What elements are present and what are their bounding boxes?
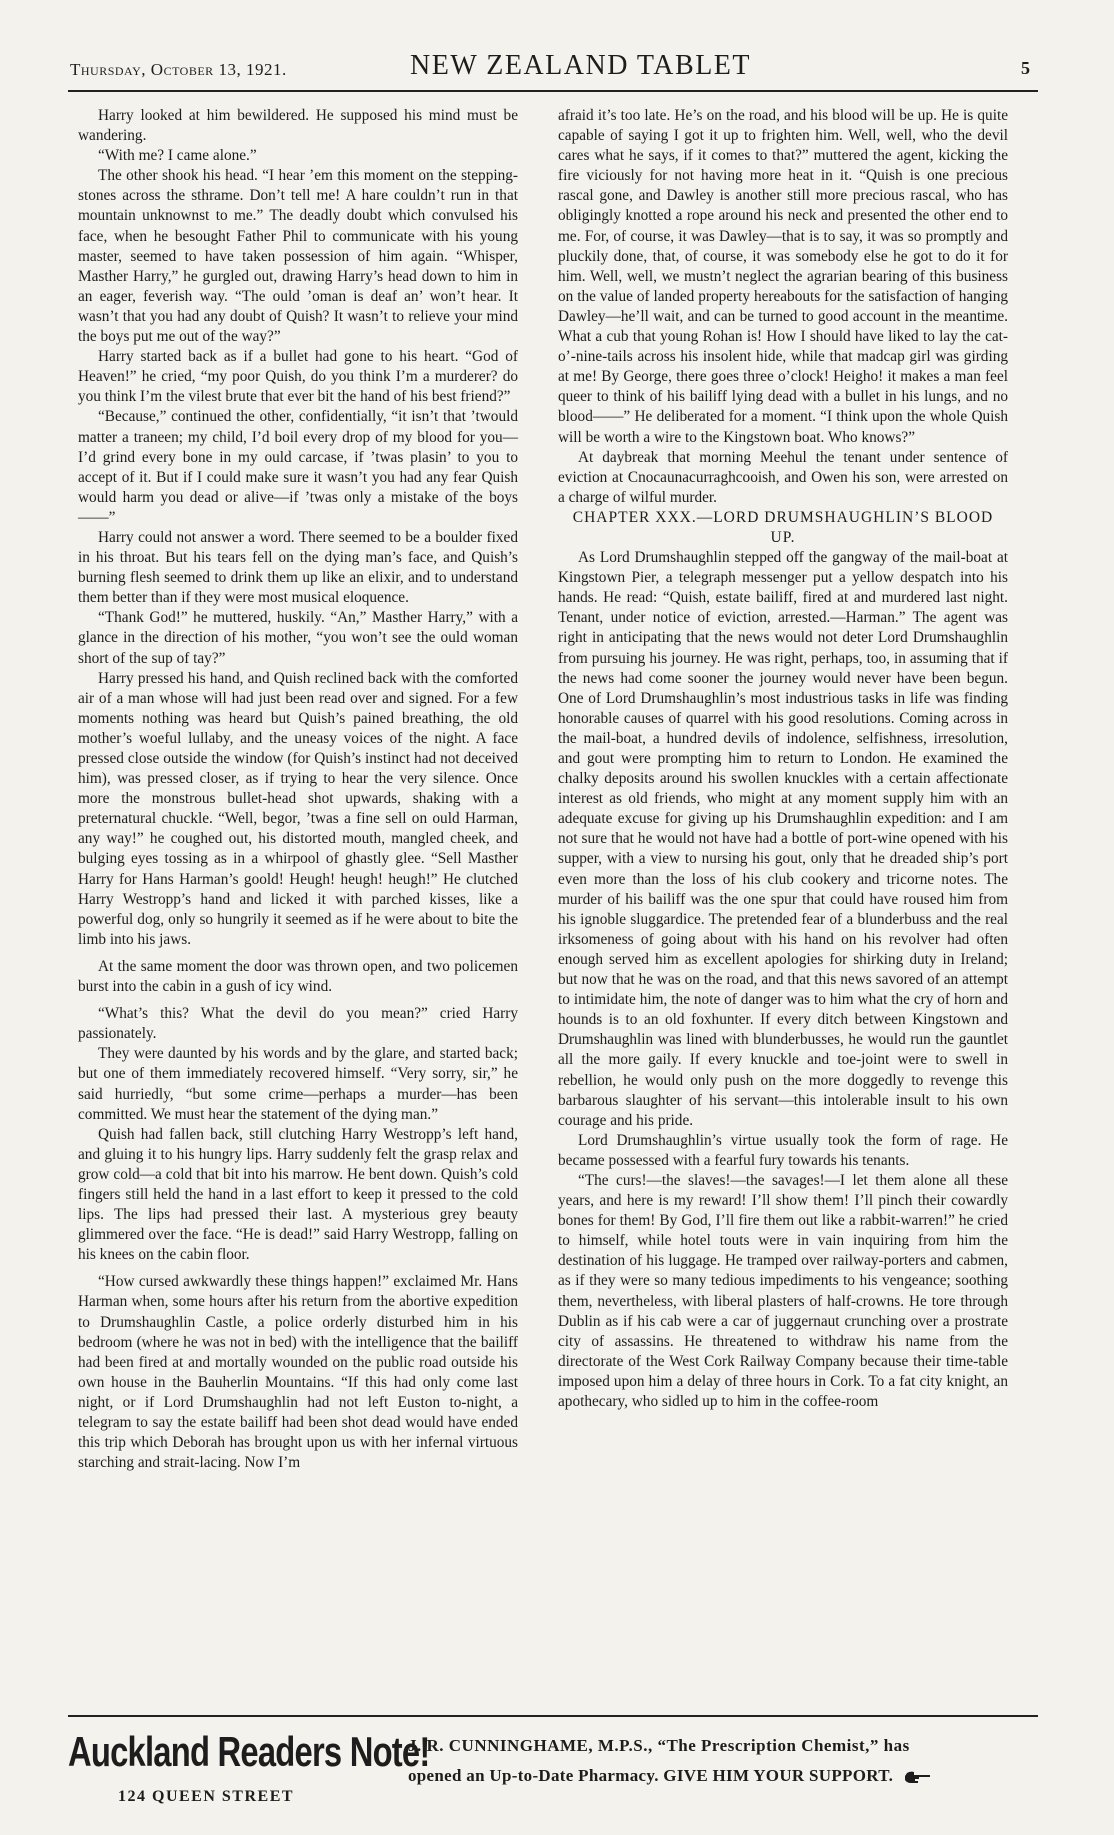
paragraph: “With me? I came alone.” bbox=[98, 147, 257, 165]
ad-line-1: J. R. CUNNINGHAME, M.P.S., “The Prescription Chemist,” has bbox=[408, 1736, 910, 1755]
advertisement bbox=[68, 1722, 1038, 1817]
paragraph: They were daunted by his words and by the glare, and started back; but one of them immediately recovered himself. “Very sorry, sir,” he said hurriedly, “but some crime—perhaps a murder—has been committed. We must hear the statement of the dying man.” bbox=[78, 1045, 518, 1123]
left-column bbox=[78, 106, 518, 1473]
paragraph: “How cursed awkwardly these things happen!” exclaimed Mr. Hans Harman when, some hours after his return from the abortive expedition to Drumshaughlin Castle, a police orderly disturbed him in his bedroom (where he was not in bed) with the intelligence that the bailiff had been fired at and mortally wounded on the public road outside his own house in the Bauherlin Mountains. “If this had only come last night, or if Lord Drumshaughlin had not left Euston to-night, a telegram to say the estate bailiff had been shot dead would have ended this trip which Deborah has brought upon us with her infernal virtuous starching and strait-lacing. Now I’m bbox=[78, 1273, 518, 1472]
page-number: 5 bbox=[1021, 58, 1030, 78]
footer-rule bbox=[68, 1715, 1038, 1717]
paragraph: Harry started back as if a bullet had gone to his heart. “God of Heaven!” he cried, “my poor Quish, do you think I’m a murderer? do you think I’m the vilest brute that ever bit the hand of his best friend?” bbox=[78, 348, 518, 406]
paragraph: afraid it’s too late. He’s on the road, and his blood will be up. He is quite capable of saying I got it up to frighten him. Well, well, who the devil cares what he says, if it comes to that?” muttered the agent, kicking the fire viciously for not having more heat in it. “Quish is one precious rascal gone, and Dawley is another still more precious rascal, who has obligingly knotted a rope around his neck and presented the other end to me. For, of course, it was Dawley—that is to say, it was so promptly and pluckily done, that, of course, it was somebody else he got to do it for him. Well, well, we mustn’t neglect the agrarian bearing of this business on the value of landed property hereabouts for the satisfaction of hanging Dawley—he’ll wait, and can be turned to good account in the meantime. What a cub that young Rohan is! How I should have liked to lay the cat-o’-nine-tails across his insolent hide, while that madcap girl was girding at me! By George, there goes three o’clock! Heigho! it makes a man feel queer to think of his bailiff lying dead with a bullet in his lungs, and no blood——” He deliberated for a moment. “I think upon the whole Quish will be worth a wire to the Kingstown boat. Who knows?” bbox=[558, 107, 1008, 446]
right-column bbox=[558, 106, 1008, 1412]
pointing-hand-icon bbox=[904, 1770, 930, 1784]
paragraph: Harry could not answer a word. There seemed to be a boulder fixed in his throat. But his tears fell on the dying man’s face, and Quish’s burning flesh seemed to drink them up like an elixir, and to understand them better than if they were most musical eloquence. bbox=[78, 528, 518, 607]
paragraph: Lord Drumshaughlin’s virtue usually took the form of rage. He became possessed with a fearful fury towards his tenants. bbox=[558, 1131, 1008, 1169]
masthead bbox=[70, 50, 1030, 88]
paragraph: At daybreak that morning Meehul the tenant under sentence of eviction at Cnocaunacurraghcooish, and Owen his son, were arrested on a charge of wilful murder. bbox=[558, 448, 1008, 506]
ad-line-2 bbox=[408, 1766, 930, 1786]
paragraph: “The curs!—the slaves!—the savages!—I let them alone all these years, and here is my reward! I’ll show them! I’ll pinch their cowardly bones for them! By God, I’ll fire them out like a rabbit-warren!” he cried to himself, while hotel touts were in vain inquiring from him the destination of his luggage. He tramped over railway-porters and cabmen, as if they were so many tedious impediments to his vengeance; soothing them, nevertheless, with liberal plasters of half-crowns. He tore through Dublin as if his cab were a car of juggernaut crunching over a prostrate city of assassins. He threatened to withdraw his name from the directorate of the West Cork Railway Company because their time-table imposed upon him a delay of three hours in Cork. To a fat city knight, an apothecary, who sidled up to him in the coffee-room bbox=[558, 1171, 1008, 1410]
paragraph: The other shook his head. “I hear ’em this moment on the stepping-stones across the sthrame. Don’t tell me! A hare couldn’t run in that mountain unknownst to me.” The deadly doubt which convulsed his face, when he besought Father Phil to communicate with his young master, seemed to have taken possession of him again. “Whisper, Masther Harry,” he gurgled out, drawing Harry’s head down to him in an eager, feverish way. “The ould ’oman is deaf an’ won’t hear. It wasn’t that you had any doubt of Quish? It wasn’t to relieve your mind the boys put me out of the way?” bbox=[78, 167, 518, 346]
paragraph: At the same moment the door was thrown open, and two policemen burst into the cabin in a gush of icy wind. bbox=[78, 957, 518, 996]
paragraph: Quish had fallen back, still clutching Harry Westropp’s left hand, and gluing it to his hungry lips. Harry suddenly felt the grasp relax and grow cold—a cold that bit into his marrow. He bent down. Quish’s cold fingers still held the hand in a last effort to keep it pressed to the cold lips. The lips had pressed their last. A mysterious grey beauty glimmered over the face. “He is dead!” said Harry Westropp, falling on his knees on the cabin floor. bbox=[78, 1125, 518, 1264]
paragraph: “What’s this? What the devil do you mean?” cried Harry passionately. bbox=[78, 1005, 518, 1043]
paragraph: “Thank God!” he muttered, huskily. “An,” Masther Harry,” with a glance in the direction of his mother, “you won’t see the ould woman short of the sup of tay?” bbox=[78, 609, 518, 667]
ad-line-2-text: opened an Up-to-Date Pharmacy. GIVE HIM YOUR SUPPORT. bbox=[408, 1766, 894, 1785]
paragraph: Harry pressed his hand, and Quish reclined back with the comforted air of a man whose will had just been read over and signed. For a few moments nothing was heard but Quish’s pained breathing, the old mother’s woeful lullaby, and the uneasy voices of the night. A face pressed close outside the window (for Quish’s instinct had not deceived him), was pressed closer, as if trying to hear the very silence. Once more the monstrous bullet-head shot upwards, shaking with a preternatural chuckle. “Well, begor, ’twas a fine sell on ould Harman, any way!” he coughed out, his distorted mouth, mangled cheek, and bulging eyes tossing as in a whirpool of ghastly glee. “Sell Masther Harry for Hans Harman’s goold! Heugh! heugh! heugh!” He clutched Harry Westropp’s hand and licked it with parched kisses, like a powerful dog, only so hungrily it seemed as if he were about to bite the limb into his jaws. bbox=[78, 669, 518, 948]
ad-headline: Auckland Readers Note! bbox=[68, 1728, 430, 1775]
issue-date: Thursday, October 13, 1921. bbox=[70, 60, 287, 79]
paragraph: As Lord Drumshaughlin stepped off the gangway of the mail-boat at Kingstown Pier, a telegraph messenger put a yellow despatch into his hands. He read: “Quish, estate bailiff, fired at and murdered last night. Tenant, under notice of eviction, arrested.—Harman.” The agent was right in anticipating that the news would not deter Lord Drumshaughlin from pursuing his journey. He was right, perhaps, too, in assuming that if the news had come sooner the journey would never have been begun. One of Lord Drumshaughlin’s most industrious tasks in life was finding honorable causes of quarrel with his good resolutions. Coming across in the mail-boat, a hundred devils of indolence, selfishness, irresolution, and gout were prompting him to return to London. He examined the chalky deposits around his swollen knuckles with a certain affectionate interest as old friends, who might at any moment supply him with an adequate excuse for giving up his Drumshaughlin expedition: and I am not sure that he would not have had a bottle of port-wine opened with his supper, with a view to nursing his gout, only that he dreaded ship’s port even more than the loss of his club cookery and tricorne notes. The murder of his bailiff was the one spur that could have roused him from his ignoble sluggardice. The pretended fear of a blunderbuss and the real irksomeness of going about with his hand on his revolver had often enough served him as excellent apologies for shirking duty in Ireland; but now that he was on the road, and that this news savored of an attempt to intimidate him, the note of danger was to him what the cry of horn and hounds is to an old foxhunter. If every ditch between Kingstown and Drumshaughlin was lined with blunderbusses, he would run the gauntlet all the more gaily. If every knuckle and toe-joint were to swell in rebellion, he would only push on the more doggedly to revenge this barbarous slaughter of his servant—this intolerable insult to his own courage and his pride. bbox=[558, 549, 1008, 1129]
publication-title: NEW ZEALAND TABLET bbox=[410, 50, 752, 81]
header-rule bbox=[68, 90, 1038, 92]
chapter-heading: CHAPTER XXX.—LORD DRUMSHAUGHLIN’S BLOOD UP. bbox=[572, 508, 994, 546]
paragraph: “Because,” continued the other, confidentially, “it isn’t that ’twould matter a traneen; my child, I’d boil every drop of my blood for you—I’d grind every bone in my ould carcase, if ’twas plasin’ to you to accept of it. But if I could make sure it wasn’t you had any fear Quish would harm you dead or alive—if ’twas only a mistake of the boys——” bbox=[78, 408, 518, 526]
paragraph: Harry looked at him bewildered. He supposed his mind must be wandering. bbox=[78, 107, 518, 145]
ad-address: 124 QUEEN STREET bbox=[118, 1788, 295, 1805]
